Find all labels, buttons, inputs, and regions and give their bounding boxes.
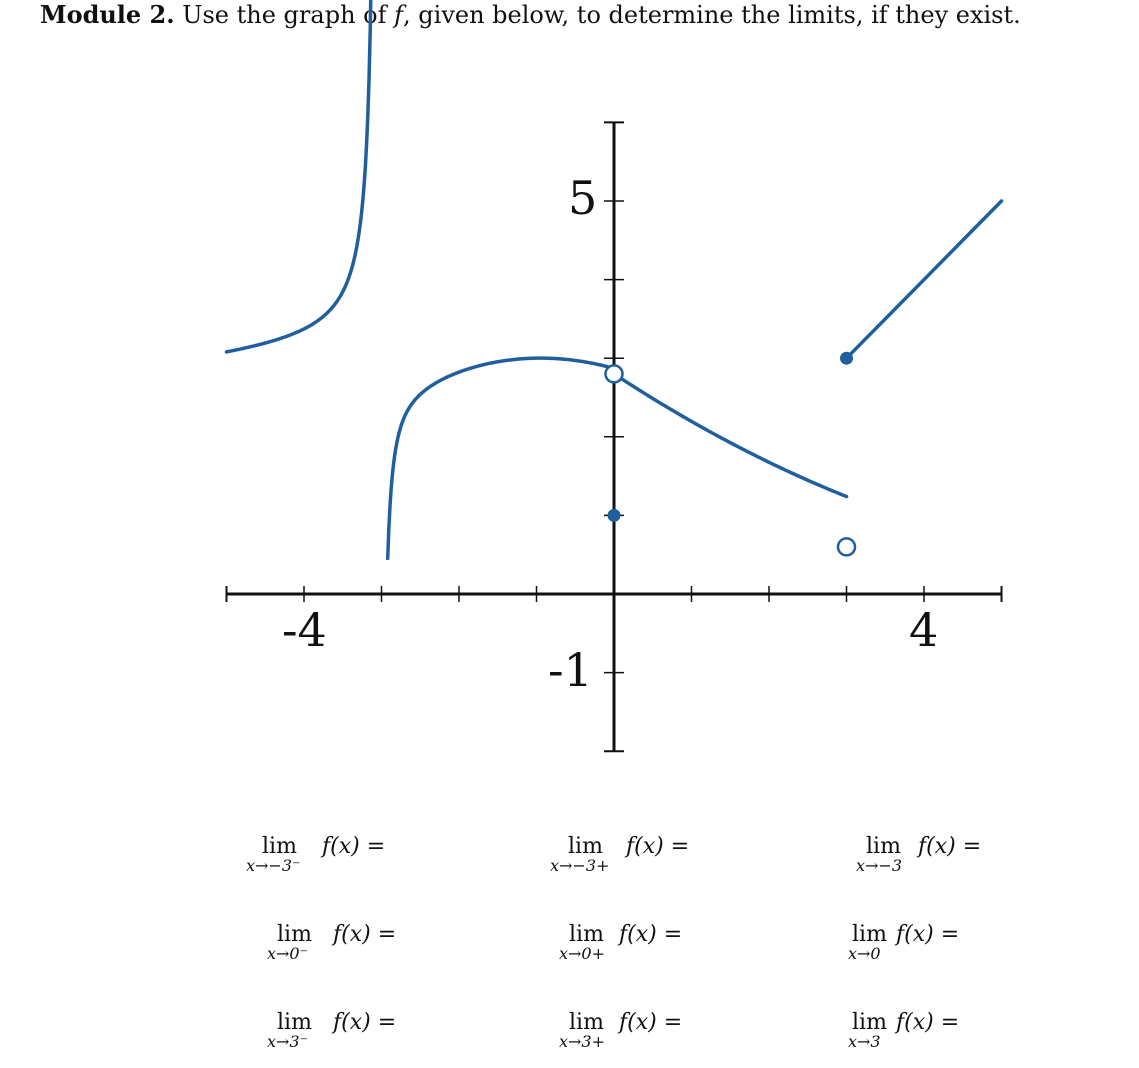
limit-expression: f(x) = — [322, 834, 386, 859]
limit-expression: f(x) = — [918, 834, 982, 859]
closed-point — [608, 509, 620, 521]
limit-x-to-3-right — [559, 1011, 719, 1055]
limit-operator: lim — [852, 922, 887, 947]
limit-subscript: x→−3⁻ — [246, 856, 301, 875]
limit-subscript: x→−3+ — [550, 856, 610, 875]
y-tick-label-5: 5 — [568, 171, 598, 225]
open-point — [606, 365, 623, 382]
limit-x-to-3 — [848, 1011, 1008, 1055]
limit-operator: lim — [568, 834, 603, 859]
x-tick-label-4: 4 — [909, 603, 939, 657]
tick-labels — [282, 171, 938, 697]
limit-subscript: x→0⁻ — [267, 944, 309, 963]
limit-x-to-3-left — [267, 1011, 427, 1055]
limit-subscript: x→3+ — [559, 1032, 606, 1051]
left-branch-curve — [227, 0, 372, 352]
x-tick-label-minus-4: -4 — [282, 603, 327, 657]
limit-subscript: x→−3 — [856, 856, 903, 875]
limit-operator: lim — [277, 922, 312, 947]
limit-subscript: x→3⁻ — [267, 1032, 309, 1051]
limit-operator: lim — [262, 834, 297, 859]
limit-operator: lim — [852, 1010, 887, 1035]
axes — [227, 122, 1002, 751]
limit-expression: f(x) = — [896, 922, 960, 947]
limit-operator: lim — [866, 834, 901, 859]
limit-subscript: x→0+ — [559, 944, 606, 963]
limit-x-to-minus-3 — [856, 835, 1016, 879]
limit-operator: lim — [569, 922, 604, 947]
limit-subscript: x→0 — [848, 944, 881, 963]
module-label: Module 2. — [40, 0, 175, 29]
statement-text-start: Use the graph of — [182, 1, 395, 29]
limit-subscript: x→3 — [848, 1032, 881, 1051]
graph-points — [606, 352, 856, 555]
open-point — [838, 538, 855, 555]
right-line — [847, 201, 1002, 358]
y-tick-label-minus-1: -1 — [548, 643, 593, 697]
limit-x-to-0 — [848, 923, 1008, 967]
limit-expression: f(x) = — [333, 922, 397, 947]
limit-x-to-0-right — [559, 923, 719, 967]
limit-x-to-minus-3-right — [550, 835, 710, 879]
limit-expression: f(x) = — [896, 1010, 960, 1035]
limit-expression: f(x) = — [619, 1010, 683, 1035]
limit-expression: f(x) = — [333, 1010, 397, 1035]
function-symbol: f — [394, 1, 404, 29]
statement-text-end: , given below, to determine the limits, if they exist. — [403, 1, 1021, 29]
middle-branch-curve — [388, 358, 614, 558]
decreasing-segment — [614, 374, 847, 497]
limit-x-to-0-left — [267, 923, 427, 967]
limit-operator: lim — [569, 1010, 604, 1035]
limit-operator: lim — [277, 1010, 312, 1035]
limit-expression: f(x) = — [626, 834, 690, 859]
limit-expression: f(x) = — [619, 922, 683, 947]
limit-x-to-minus-3-left — [246, 835, 406, 879]
closed-point — [841, 352, 853, 364]
